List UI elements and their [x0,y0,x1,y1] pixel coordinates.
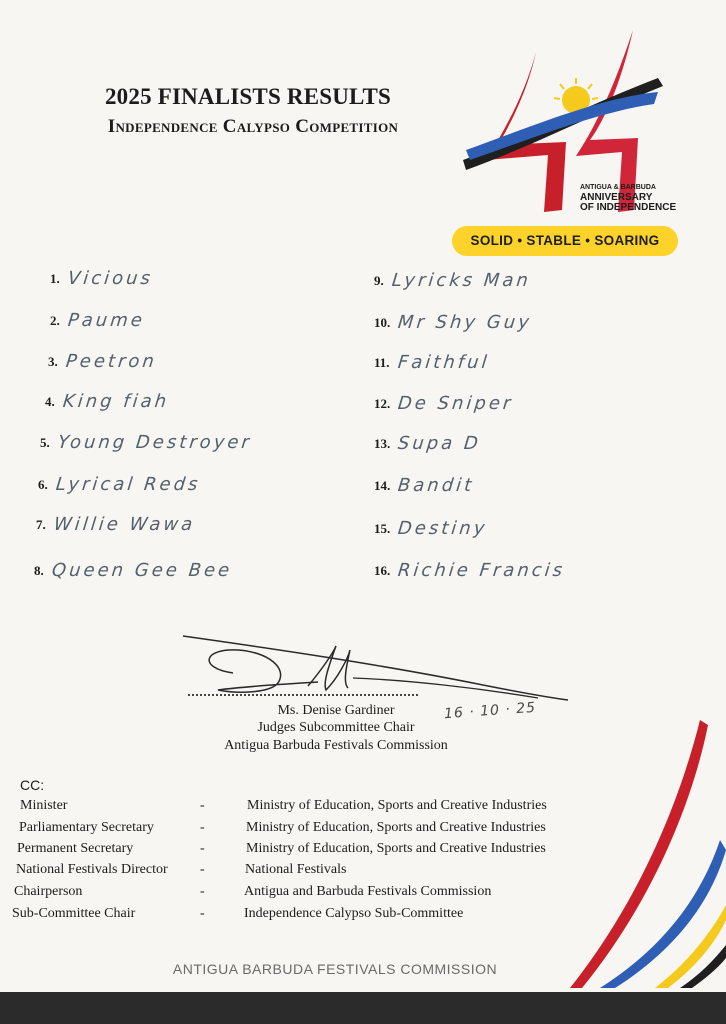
signer-role: Judges Subcommittee Chair [257,720,415,735]
finalist-number: 10. [374,314,391,330]
finalist-item [40,432,252,462]
cc-organization: Ministry of Education, Sports and Creative Industries [247,798,547,813]
finalist-item [50,310,145,340]
finalist-number: 12. [374,395,391,411]
finalist-number: 5. [40,434,50,450]
finalist-name: Faithful [396,352,491,373]
cc-role: Parliamentary Secretary [19,820,154,835]
logo-caption-anniversary: ANNIVERSARY [580,192,653,203]
page-bottom-edge [0,992,726,1024]
finalist-name: Peetron [64,351,158,372]
decorative-swoosh [560,720,726,990]
finalist-name: Lyricks Man [390,270,532,291]
finalist-number: 7. [36,516,46,532]
finalist-name: Richie Francis [397,560,567,581]
signature-line [188,694,418,696]
finalist-number: 9. [374,272,384,288]
cc-role: National Festivals Director [16,862,168,877]
finalist-number: 2. [50,312,60,328]
finalist-item [374,393,514,423]
cc-role: Chairperson [14,884,83,899]
finalist-name: De Sniper [397,393,515,414]
cc-organization: Independence Calypso Sub-Committee [244,906,464,921]
cc-organization: Ministry of Education, Sports and Creative Industries [246,841,546,856]
cc-organization: Ministry of Education, Sports and Creative Industries [246,820,546,835]
cc-organization: National Festivals [245,862,347,877]
cc-dash: - [200,798,205,813]
finalist-item [48,351,157,381]
finalist-name: Mr Shy Guy [397,312,534,333]
finalist-name: Lyrical Reds [54,474,202,495]
footer-commission-name: ANTIGUA BARBUDA FESTIVALS COMMISSION [172,961,498,977]
signature-date: 16 · 10 · 25 [443,699,537,723]
finalist-name: Young Destroyer [56,432,253,453]
document-subtitle: Independence Calypso Competition [107,116,399,137]
logo-caption-independence: OF INDEPENDENCE [580,202,677,213]
finalist-number: 11. [374,354,390,370]
finalist-number: 6. [38,476,48,492]
cc-dash: - [200,884,205,899]
finalist-name: Supa D [397,433,483,454]
finalist-item [374,560,565,590]
finalist-item [374,312,532,342]
finalist-number: 3. [48,353,58,369]
finalist-number: 15. [374,520,391,536]
finalist-name: Willie Wawa [52,514,197,535]
cc-role: Permanent Secretary [17,841,134,856]
finalist-item [36,514,195,544]
finalist-name: Destiny [397,518,489,539]
cc-dash: - [200,906,205,921]
finalist-name: Vicious [66,268,154,289]
cc-role: Minister [20,798,68,813]
finalist-number: 14. [374,477,391,493]
finalist-item [374,518,488,548]
motto-banner: SOLID • STABLE • SOARING [452,226,678,256]
finalist-number: 1. [50,270,60,286]
cc-role: Sub-Committee Chair [12,906,136,921]
cc-dash: - [200,820,205,835]
signer-name: Ms. Denise Gardiner [277,703,395,718]
finalist-number: 4. [45,393,55,409]
finalist-item [45,391,169,421]
finalist-name: King fiah [61,391,170,412]
finalist-name: Bandit [397,475,476,496]
logo-caption-country: ANTIGUA & BARBUDA [580,184,656,191]
finalist-name: Queen Gee Bee [50,560,234,581]
anniversary-44-logo [458,20,688,260]
finalist-number: 8. [34,562,44,578]
finalist-item [374,352,489,382]
finalist-item [38,474,200,504]
finalist-item [374,475,475,505]
finalist-item [374,270,531,300]
finalist-number: 16. [374,562,391,578]
cc-dash: - [200,841,205,856]
cc-organization: Antigua and Barbuda Festivals Commission [244,884,492,899]
finalist-item [50,268,153,298]
cc-label: CC: [20,777,45,793]
cc-dash: - [200,862,205,877]
signer-organization: Antigua Barbuda Festivals Commission [224,738,448,753]
document-title: 2025 FINALISTS RESULTS [104,84,392,109]
finalist-item [34,560,232,590]
finalist-item [374,433,481,463]
finalist-name: Paume [66,310,146,331]
finalist-number: 13. [374,435,391,451]
logo-caption [580,183,676,213]
